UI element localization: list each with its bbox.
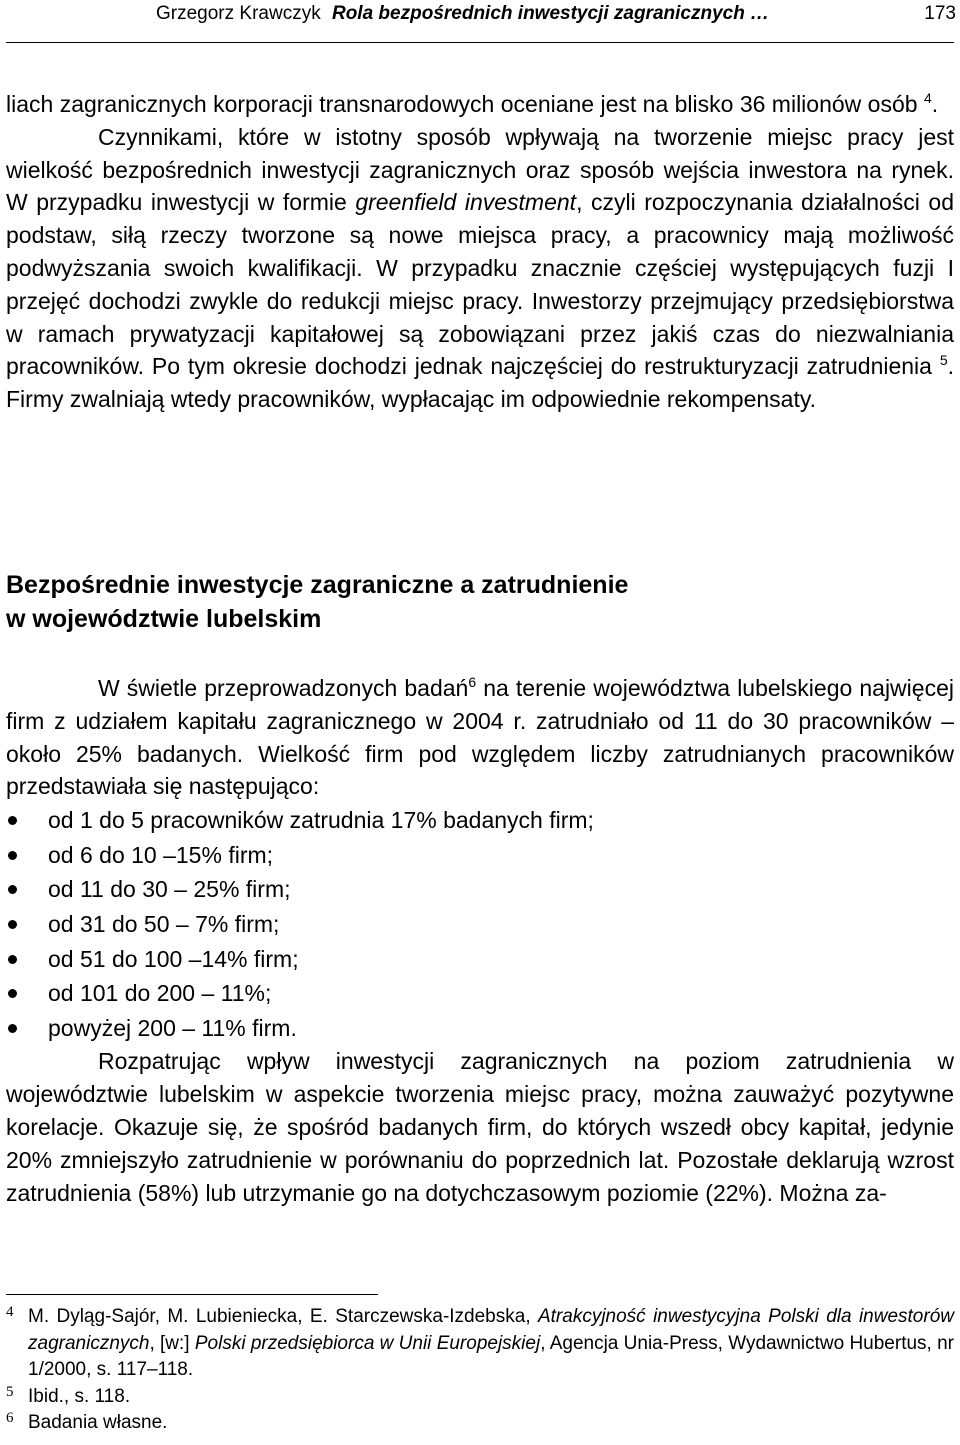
list-item-text: od 11 do 30 – 25% firm; — [48, 876, 291, 903]
section-heading-line-2: w województwie lubelskim — [6, 605, 322, 633]
footnote-rule — [6, 1294, 378, 1295]
header-rule — [6, 42, 954, 43]
footnote-text: M. Dyląg-Sajór, M. Lubieniecka, E. Starczewska-Izdebska, — [28, 1306, 538, 1327]
footnote-number: 6 — [6, 1410, 14, 1426]
paragraph-text: Czynnikami, które w istotny sposób wpływają na tworzenie miejsc pracy jest wielkość bezpośrednich inwestycji zagranicznych oraz sposób wejścia inwestora na rynek. W przypadku inwestycji w formie — [6, 123, 954, 216]
list-item — [6, 803, 954, 838]
list-item-text: powyżej 200 – 11% firm. — [48, 1014, 297, 1041]
paragraph-survey — [6, 672, 954, 803]
list-item — [6, 976, 954, 1011]
section-heading — [6, 568, 954, 636]
firm-size-list — [6, 803, 954, 1045]
header-author: Grzegorz Krawczyk — [156, 3, 321, 24]
bullet-icon — [8, 989, 17, 998]
footnote-number: 4 — [6, 1304, 14, 1320]
list-item-text: od 6 do 10 –15% firm; — [48, 841, 274, 868]
paragraph-employment-factors — [6, 121, 954, 416]
body-text-top — [6, 88, 954, 416]
bullet-icon — [8, 955, 17, 964]
list-item — [6, 872, 954, 907]
footnote-ref-6: 6 — [468, 674, 477, 690]
bullet-icon — [8, 851, 17, 860]
bullet-icon — [8, 920, 17, 929]
list-item — [6, 907, 954, 942]
body-text-bottom — [6, 672, 954, 1209]
header-title: Rola bezpośrednich inwestycji zagranicznych … — [331, 3, 770, 24]
footnote-title: Atrakcyjność inwestycyjna Polski dla inwestorów zagranicznych — [28, 1306, 954, 1354]
footnote-text: Badania własne. — [28, 1412, 168, 1433]
page-number: 173 — [924, 3, 956, 24]
footnote-text: , Agencja Unia-Press, Wydawnictwo Hubertus, nr 1/2000, s. 117–118. — [28, 1332, 955, 1380]
footnote-text: Ibid., s. 118. — [28, 1385, 131, 1407]
footnote-ref-4: 4 — [923, 90, 932, 106]
list-item-text: od 31 do 50 – 7% firm; — [48, 910, 280, 937]
running-header — [156, 0, 956, 28]
bullet-icon — [8, 816, 17, 825]
footnote-ref-5: 5 — [939, 352, 948, 369]
paragraph-text: na terenie województwa lubelskiego najwięcej firm z udziałem kapitału zagranicznego w 2004 r. zatrudniało od 11 do 30 pracowników – około 25% badanych. Wielkość firm pod względem liczby zatrudnianych pracowników przedstawiała się następująco: — [6, 675, 954, 800]
footnote-title: Polski przedsiębiorca w Unii Europejskiej — [194, 1332, 541, 1354]
footnote-6 — [6, 1410, 954, 1437]
paragraph-text: . — [931, 91, 939, 117]
paragraph-continued — [6, 88, 954, 121]
bullet-icon — [8, 885, 17, 894]
list-item — [6, 838, 954, 873]
footnote-4 — [6, 1304, 954, 1384]
footnotes — [6, 1304, 954, 1437]
footnote-number: 5 — [6, 1383, 14, 1400]
term-greenfield: greenfield investment — [355, 189, 577, 216]
list-item-text: od 101 do 200 – 11%; — [48, 980, 272, 1007]
footnote-5 — [6, 1384, 954, 1411]
section-heading-line-1: Bezpośrednie inwestycje zagraniczne a zatrudnienie — [6, 571, 629, 599]
paragraph-correlation: Rozpatrując wpływ inwestycji zagranicznych na poziom zatrudnienia w województwie lubelskim w aspekcie tworzenia miejsc pracy, można zauważyć pozytywne korelacje. Okazuje się, że spośród badanych firm, do których wszedł obcy kapitał, jedynie 20% zmniejszyło zatrudnienie w porównaniu do poprzednich lat. Pozostałe deklarują wzrost zatrudnienia (58%) lub utrzymanie go na dotychczasowym poziomie (22%). Można za- — [6, 1048, 954, 1206]
list-item-text: od 1 do 5 pracowników zatrudnia 17% badanych firm; — [48, 807, 594, 834]
list-item — [6, 942, 954, 977]
footnote-text: , [w:] — [149, 1332, 195, 1354]
paragraph-text: W świetle przeprowadzonych badań — [98, 675, 469, 701]
paragraph-text: . Firmy zwalniają wtedy pracowników, wypłacając im odpowiednie rekompensaty. — [6, 353, 955, 413]
list-item-text: od 51 do 100 –14% firm; — [48, 945, 299, 972]
bullet-icon — [8, 1024, 17, 1033]
list-item — [6, 1011, 954, 1046]
paragraph-text: , czyli rozpoczynania działalności od podstaw, siłą rzeczy tworzone są nowe miejsca pracy, a pracownicy mają możliwość podwyższania swoich kwalifikacji. W przypadku znacznie częściej występujących fuzji I przejęć dochodzi zwykle do redukcji miejsc pracy. Inwestorzy przejmujący przedsiębiorstwa w ramach prywatyzacji kapitałowej są zobowiązani przez jakiś czas do niezwalniania pracowników. Po tym okresie dochodzi jednak najczęściej do restrukturyzacji zatrudnienia — [6, 189, 955, 380]
paragraph-text: liach zagranicznych korporacji transnarodowych oceniane jest na blisko 36 milionów osób — [6, 91, 918, 117]
